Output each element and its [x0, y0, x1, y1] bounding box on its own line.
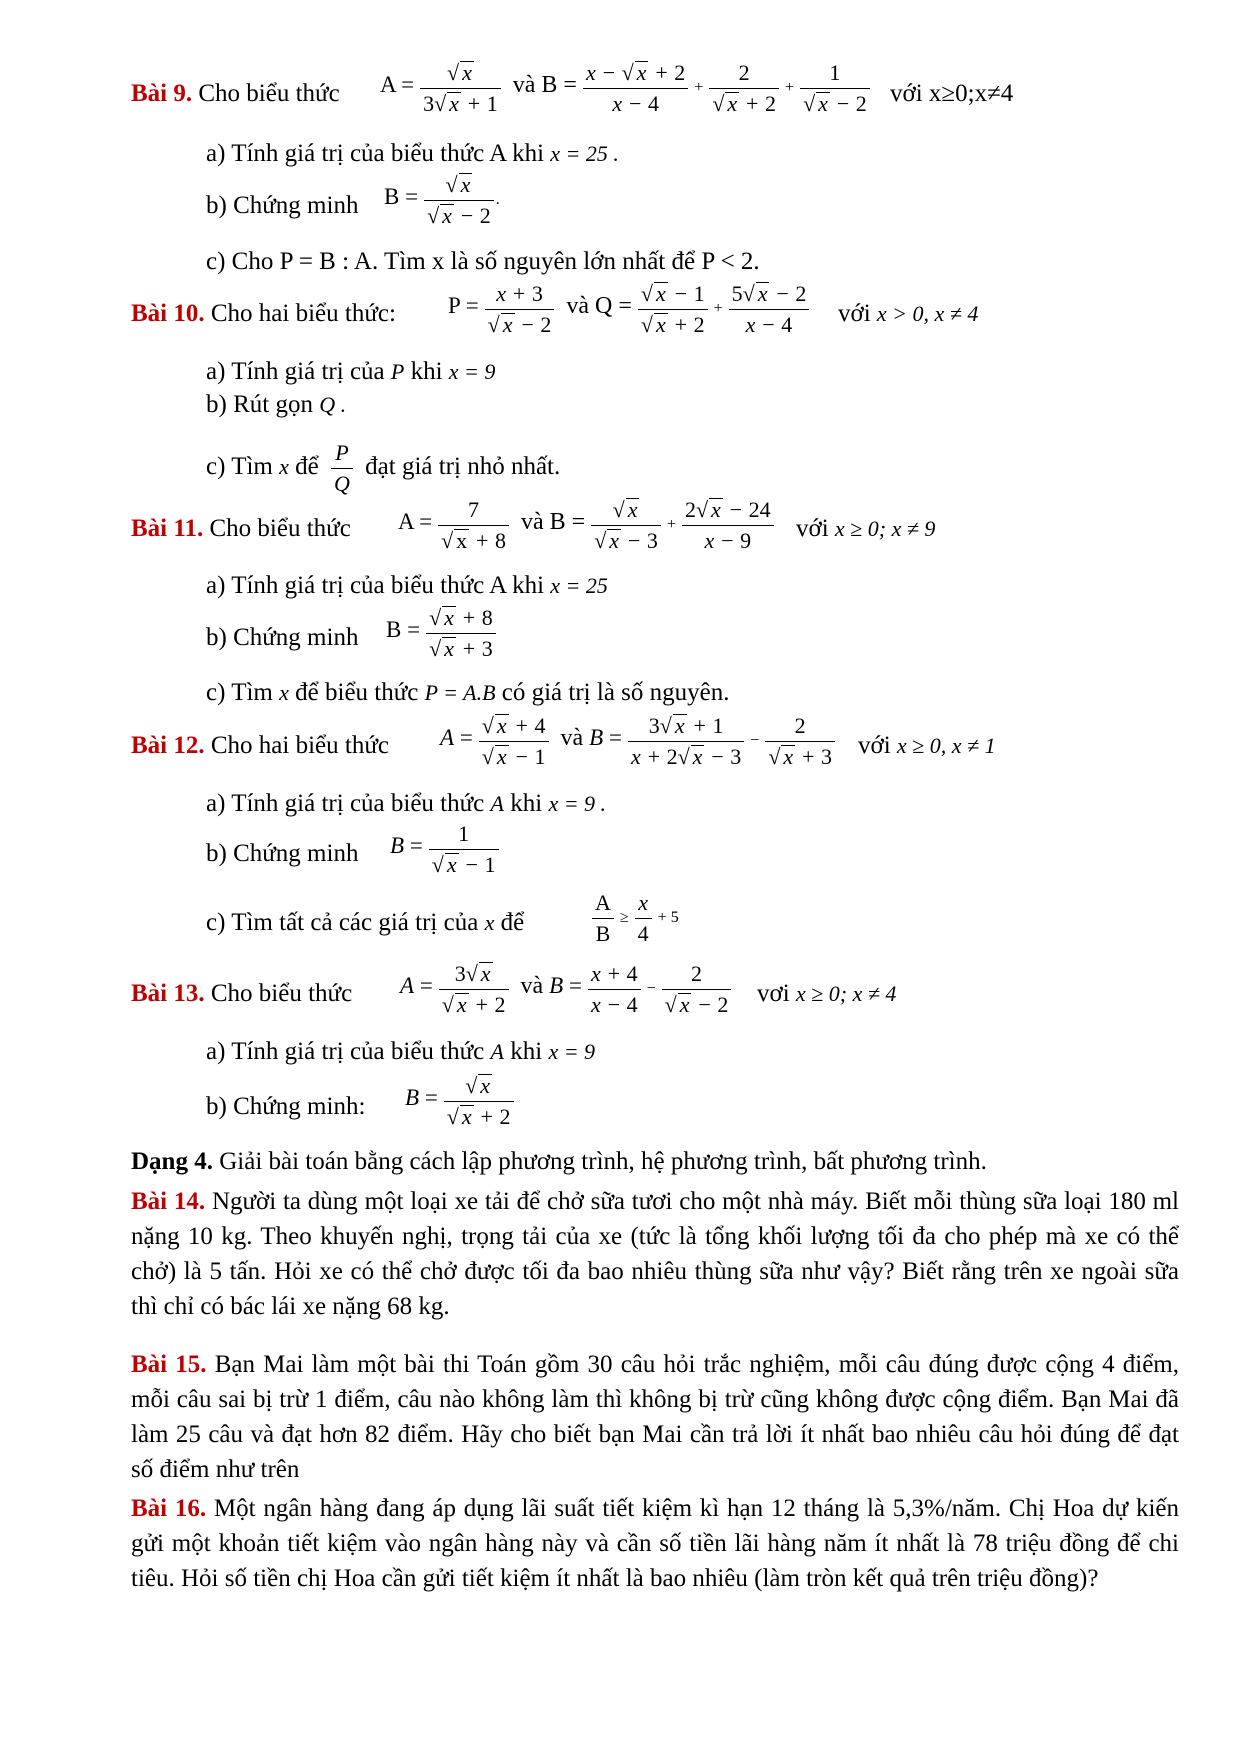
- b11-condition: với x ≥ 0; x ≠ 9: [796, 515, 936, 542]
- b10-condition: với x > 0, x ≠ 4: [838, 300, 979, 327]
- b10-part-a: a) Tính giá trị của P khi x = 9: [206, 358, 496, 385]
- b12-intro: Cho hai biểu thức: [210, 732, 389, 759]
- b13-line: [131, 978, 352, 1010]
- b13-part-b-formula: B = $\frac{√ x}{√ x + 2}$: [405, 1073, 516, 1130]
- b10-part-c: c) Tìm x để $\frac{P}{Q}$ đạt giá trị nhỏ nhất.: [206, 440, 561, 496]
- b10-formula: P = $\frac{x + 3}{√ x - 2}$ và Q = $\frac{√ x - 1}{√ x + 2}$ + $\frac{5√ x - 2}{x - 4}$: [448, 281, 811, 338]
- b16-paragraph: [131, 1491, 1179, 1596]
- b11-part-c: c) Tìm x để biểu thức P = A.B có giá trị là số nguyên.: [206, 679, 730, 706]
- b9-part-b-formula: B = $\frac{√ x}{√ x - 2}$ .: [384, 172, 500, 228]
- b12-condition: với x ≥ 0, x ≠ 1: [858, 732, 996, 759]
- b13-part-b: b) Chứng minh:: [206, 1093, 366, 1120]
- b12-part-a: a) Tính giá trị của biểu thức A khi x = 9 .: [206, 790, 607, 817]
- dang4-text: Giải bài toán bằng cách lập phương trình, hệ phương trình, bất phương trình.: [219, 1148, 987, 1175]
- b13-condition: vơi x ≥ 0; x ≠ 4: [757, 980, 897, 1007]
- dang4-title: Dạng 4.: [131, 1148, 213, 1175]
- b10-title: Bài 10.: [131, 300, 205, 327]
- b14-text: Người ta dùng một loại xe tải để chở sữa tươi cho một nhà máy. Biết mỗi thùng sữa loại 180 ml nặng 10 kg. Theo khuyến nghị, trọng tải của xe (tức là tổng khối lượng tối đa cho phép mà xe có thể chở) là 5 tấn. Hỏi xe có thể chở được tối đa bao nhiêu thùng sữa như vậy? Biết rằng trên xe ngoài sữa thì chỉ có bác lái xe nặng 68 kg.: [131, 1188, 1180, 1320]
- b11-line: [131, 513, 351, 545]
- b9-part-c: c) Cho P = B : A. Tìm x là số nguyên lớn nhất để P < 2.: [206, 248, 760, 275]
- b10-line: [131, 298, 396, 330]
- b14-paragraph: [131, 1184, 1179, 1324]
- b13-title: Bài 13.: [131, 980, 205, 1007]
- b16-title: Bài 16.: [131, 1495, 207, 1522]
- b15-title: Bài 15.: [131, 1351, 207, 1378]
- b15-text: Bạn Mai làm một bài thi Toán gồm 30 câu hỏi trắc nghiệm, mỗi câu đúng được cộng 4 điểm, mỗi câu sai bị trừ 1 điểm, câu nào không làm thì không bị trừ cũng không được cộng điểm. Bạn Mai đã làm 25 câu và đạt hơn 82 điểm. Hãy cho biết bạn Mai cần trả lời ít nhất bao nhiêu câu hỏi đúng để đạt số điểm như trên: [131, 1351, 1179, 1483]
- b11-title: Bài 11.: [131, 515, 204, 542]
- b9-part-b: b) Chứng minh: [206, 192, 359, 219]
- b9-title: Bài 9.: [131, 80, 193, 107]
- b9-line: [131, 78, 340, 110]
- b13-part-a: a) Tính giá trị của biểu thức A khi x = 9: [206, 1038, 596, 1065]
- b11-intro: Cho biểu thức: [209, 515, 351, 542]
- b12-part-b-formula: B = $\frac{1}{√ x - 1}$: [390, 821, 501, 878]
- b11-part-a: a) Tính giá trị của biểu thức A khi x = 25: [206, 572, 608, 599]
- b13-formula: A = $\frac{3√ x}{√ x + 2}$ và B = $\frac{x + 4}{x - 4}$ − $\frac{2}{√ x - 2}$: [400, 961, 733, 1018]
- b10-intro: Cho hai biểu thức:: [210, 300, 396, 327]
- b11-part-b: b) Chứng minh: [206, 624, 359, 651]
- b14-title: Bài 14.: [131, 1188, 206, 1215]
- b12-formula: A = $\frac{√ x + 4}{√ x - 1}$ và B = $\frac{3√ x + 1}{x + 2√ x - 3}$ − $\frac{2}{√ x + 3}$: [440, 713, 837, 770]
- b11-part-b-formula: B = $\frac{√ x + 8}{√ x + 3}$: [386, 605, 498, 662]
- b11-formula: A = $\frac{7}{√ x + 8}$ và B = $\frac{√ x}{√ x - 3}$ + $\frac{2√ x - 24}{x - 9}$: [398, 497, 776, 554]
- b15-paragraph: [131, 1347, 1179, 1487]
- b12-part-c-formula: $\frac{A}{B}$ ≥ $\frac{x}{4}$ + 5: [590, 890, 679, 947]
- b13-intro: Cho biểu thức: [210, 980, 353, 1007]
- b12-part-b: b) Chứng minh: [206, 840, 359, 867]
- b12-title: Bài 12.: [131, 732, 205, 759]
- b12-line: [131, 730, 389, 762]
- b9-intro: Cho biểu thức: [198, 80, 340, 107]
- b10-part-b: b) Rút gọn Q .: [206, 391, 347, 418]
- b9-part-a: a) Tính giá trị của biểu thức A khi x = 25 .: [206, 140, 619, 167]
- b12-part-c: c) Tìm tất cả các giá trị của x để: [206, 909, 525, 936]
- b16-text: Một ngân hàng đang áp dụng lãi suất tiết kiệm kì hạn 12 tháng là 5,3%/năm. Chị Hoa dự kiến gửi một khoản tiết kiệm vào ngân hàng này và cần số tiền lãi hàng năm ít nhất là 78 triệu đồng để chi tiêu. Hỏi số tiền chị Hoa cần gửi tiết kiệm ít nhất là bao nhiêu (làm tròn kết quả trên triệu đồng)?: [131, 1495, 1179, 1592]
- b9-condition: với x≥0;x≠4: [890, 80, 1014, 107]
- b9-formula: A = $\frac{√ x}{3√ x + 1}$ và B = $\frac{x - √ x + 2}{x - 4}$ + $\frac{2}{√ x + 2}$ + $\frac{1}{√ x - 2}$: [380, 60, 872, 117]
- dang4-heading: [131, 1146, 987, 1178]
